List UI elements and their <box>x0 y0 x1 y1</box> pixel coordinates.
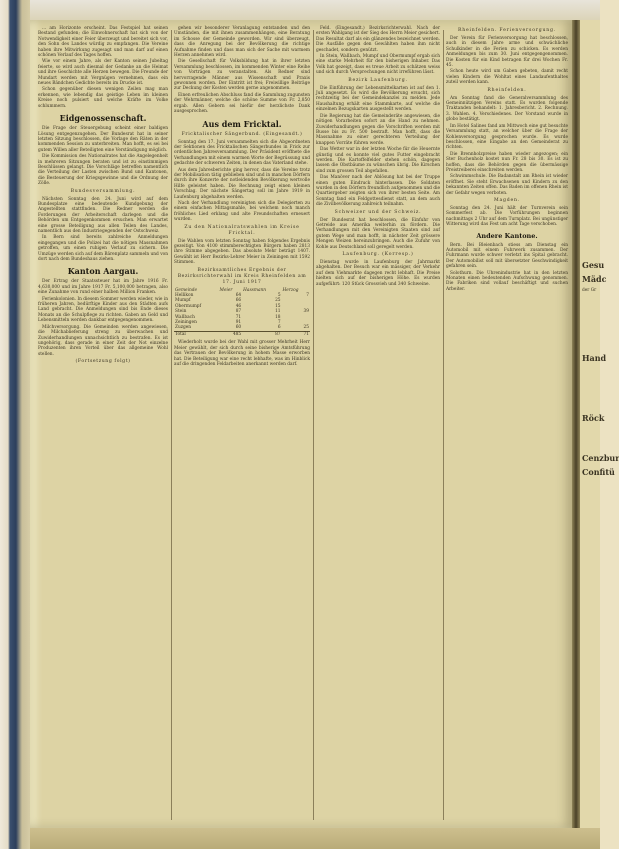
table-header-cell: Gemeinde <box>175 287 198 293</box>
paragraph: Wiederholt wurde bei der Wahl mit grosser Mehrheit Herr Meier gewählt, der sich durch seine bisherige Amtsführung das Vertrauen der Bevölkerung in hohem Masse erworben hat. Die Beteiligung war eine recht lebhafte, was im Hinblick auf die dringenden Feldarbeiten anerkannt werden darf. <box>174 340 310 367</box>
table-cell: 5 <box>277 293 281 299</box>
paragraph: Ferienkolonien. In diesem Sommer werden wieder, wie in früheren Jahren, bedürftige Kinder aus den Städten aufs Land gebracht. Die Anmeldungen sind bis Ende dieses Monats an die Schulpflege zu richten. Gaben an Geld und Lebensmitteln werden dankbar entgegengenommen. <box>38 296 168 324</box>
paragraph: Das Manöver nach der Ablösung hat bei der Truppe einen guten Eindruck hinterlassen. Die Soldaten wurden in den Dörfern freundlich aufgenommen und die Quartiergeber zeigten sich von ihrer besten Seite. Am Sonntag fand ein Feldgottesdienst statt, an dem auch die Zivilbevölkerung zahlreich teilnahm. <box>316 175 440 208</box>
paragraph: Die Frage der Steuergebung scheint einer baldigen Lösung entgegenzugehen. Der Bundesrat hat in seiner letzten Sitzung beschlossen, die Vorlage den Räten in der kommenden Session zu unterbreiten. Man hofft, es sei bei gutem Willen aller Beteiligten eine Verständigung möglich. <box>38 126 168 153</box>
paragraph: Die Wahlen vom letzten Sonntag haben folgendes Ergebnis gezeitigt. Von 4100 stimmberechtigten Bürgern haben 2813 ihre Stimme abgegeben. Das absolute Mehr beträgt 1407. Gewählt ist Herr Bezirks-Lehrer Meier in Zeiningen mit 1592 Stimmen. <box>174 238 310 266</box>
section-heading-eidgenossenschaft: Eidgenossenschaft. <box>59 113 147 124</box>
table-caption: Bezirksamtliches Ergebnis der Bezirksrichterwahl im Kreis Rheinfelden am 17. Juni 1917 <box>177 267 307 285</box>
table-cell: Stein <box>175 309 187 315</box>
subheading: Rheinfelden. Ferienversorgung. <box>457 28 557 33</box>
table-cell: 46 <box>235 303 242 309</box>
paragraph: Bern. Bei Bleienbach stiess am Dienstag ein Automobil mit einem Fuhrwerk zusammen. Der Fuhrmann wurde schwer verletzt ins Spital gebracht. Der Automobilist soll mit übersetzter Geschwindigkeit gefahren sein. <box>446 242 568 270</box>
ad-fragment: Mädc <box>582 274 607 284</box>
paragraph: Am Sonntag fand die Generalversammlung des Gemeinnützigen Vereins statt. Es wurden folgende Traktanden behandelt: 1. Jahresbericht. 2. Rechnung. 3. Wahlen. 4. Verschiedenes. Der Vorstand wurde in globo bestätigt. <box>446 95 568 123</box>
column-2 <box>174 26 310 822</box>
table-cell: 11 <box>275 309 281 315</box>
paragraph: Im Hotel Salines fand am Mittwoch eine gut besuchte Versammlung statt, an welcher über die Frage der Kohlenversorgung gesprochen wurde. Es wurde beschlossen, eine Eingabe an den Gemeinderat zu richten. <box>446 123 568 151</box>
paragraph: Nach der Verhandlung vereinigten sich die Delegierten zu einem einfachen Mittagsmahle, bei welchem noch manch fröhliches Lied erklang und alte Freundschaften erneuert wurden. <box>174 200 310 223</box>
ad-fragment: Gesu <box>582 260 605 270</box>
paragraph: Sonntag den 24. Juni hält der Turnverein sein Sommerfest ab. Die Vorführungen beginnen nachmittags 2 Uhr auf dem Turnplatz. Bei ungünstiger Witterung wird das Fest um acht Tage verschoben. <box>446 205 568 228</box>
paragraph: Sonntag den 17. Juni versammelten sich die Abgeordneten der Sektionen des Fricktalischen Sängerbundes in Frick zur ordentlichen Jahresversammlung. Der Präsident eröffnete die Verhandlungen mit einem warmen Worte der Begrüssung und gedachte der schweren Zeiten, in denen das Vaterland stehe. <box>174 139 310 167</box>
section-heading-andere-kantone: Andere Kantone. <box>476 231 538 240</box>
paragraph: Die Regierung hat die Gemeinderäte angewiesen, die nötigen Vorarbeiten sofort an die Hand zu nehmen. Zuwiderhandlungen gegen die Vorschriften werden mit Busse bis zu Fr. 500 bestraft. Man hofft, dass die Massnahme zu einer gerechteren Verteilung der knappen Vorräte führen werde. <box>316 113 440 146</box>
table-cell: 25 <box>303 325 309 331</box>
column-3 <box>316 26 440 822</box>
table-cell: 7 <box>306 293 309 299</box>
table-cell: 18 <box>275 314 281 320</box>
paragraph: Die Einführung der Lebensmittelkarten ist auf den 1. Juli angesetzt. Es wird die Bevölkerung ersucht, sich rechtzeitig bei der Gemeindekanzlei zu melden. Jede Haushaltung erhält eine Stammkarte, auf welche die einzelnen Bezugskarten ausgestellt werden. <box>316 85 440 113</box>
column-4 <box>446 26 568 822</box>
ad-fragment: der Gr <box>582 288 597 293</box>
paragraph: Der Ertrag der Staatssteuer hat im Jahre 1916 Fr. 4,630,000 und im Jahre 1917 Fr. 5,100,000 betragen, also eine Zunahme von rund einer halben Million Franken. <box>38 279 168 296</box>
paragraph: Die Brennholzpreise haben wieder angezogen; ein Ster Buchenholz kostet nun Fr. 28 bis 30. Es ist zu hoffen, dass die Behörden gegen die übermässige Preistreiberei einschreiten werden. <box>446 151 568 173</box>
table-cell: 39 <box>303 309 309 315</box>
paragraph: Der Verein für Ferienversorgung hat beschlossen, auch in diesem Jahre arme und schwächliche Schulkinder in die Ferien zu schicken. Es werden Anmeldungen bis zum 30. Juni entgegengenommen. Die Kosten für ein Kind betragen für drei Wochen Fr. 45. <box>446 36 568 69</box>
column-rule <box>171 30 172 820</box>
paragraph: Die Kommission des Nationalrates hat die Angelegenheit in mehreren Sitzungen beraten und ist zu einstimmigen Beschlüssen gelangt. Die Vorschläge betreffen namentlich die Verteilung der Lasten zwischen Bund und Kantonen, die Besteuerung der Kriegsgewinne und die Ordnung der Zölle. <box>38 154 168 187</box>
table-cell: 91 <box>235 320 242 326</box>
subheading: Bezirk Laufenburg. <box>348 77 408 83</box>
table-cell: 60 <box>235 325 242 331</box>
table-cell: 64 <box>235 293 242 299</box>
table-cell: 6 <box>277 325 281 331</box>
paragraph: Wie vor einem Jahre, als der Kanton seinen Jubeltag feierte, so wird auch diesmal der Gedanke an die Heimat und ihre Geschichte alle Herzen bewegen. Die Freunde der Mundart werden mit Vergnügen vernehmen, dass ein neues Bändchen Gedichte bereits im Drucke ist. <box>38 59 168 87</box>
paragraph: Einen erfreulichen Abschluss fand die Sammlung zugunsten der Wehrmänner, welche die schöne Summe von Fr. 2,850 ergab. Allen Gebern sei hiefür der herzlichste Dank ausgesprochen. <box>174 92 310 115</box>
table-total-row <box>174 331 310 337</box>
paragraph: gehen wir besonderer Veranlagung entstanden und den Umständen, die mit ihnen zusammenhängen, eine Beratung im Schosse der Gemeinde geworden. Wir sind überzeugt, dass die Anregung bei der Bevölkerung die richtige Aufnahme finden und dass man sich der Sache mit warmem Herzen annehmen wird. <box>174 26 310 59</box>
paragraph: Feld. (Eingesandt.) Bezirksrichterwahl. Nach der ersten Wahlgang ist der Sieg des Herrn Meier gesichert. Das Resultat darf als ein glänzendes bezeichnet werden. Die Ausfälle gegen den Gewählten haben ihm nicht geschadet, sondern genützt. <box>316 26 440 53</box>
table-header-cell: Meier <box>219 287 233 293</box>
ad-fragment: Röck <box>582 413 605 424</box>
column-rule <box>443 30 444 820</box>
table-header-cell: Hassmann <box>243 287 267 293</box>
paragraph: In Stein, Wallbach, Mumpf und Obermumpf ergab sich eine starke Mehrheit für den bisherigen Inhaber. Das Volk hat gezeigt, dass es treue Arbeit zu schätzen weiss und sich durch Versprechungen nicht irreführen lässt. <box>316 54 440 76</box>
ad-fragment: Confitü <box>582 467 615 478</box>
table-cell: 66 <box>235 298 242 304</box>
paragraph: Schwimmschule. Die Badanstalt am Rhein ist wieder eröffnet. Sie steht Erwachsenen und Kindern zu den bekannten Zeiten offen. Das Baden im offenen Rhein ist der Gefahr wegen verboten. <box>446 174 568 196</box>
subheading: Magden. <box>493 197 521 203</box>
subheading: Bundesversammlung. <box>70 188 136 194</box>
paragraph: Schon heute wird um Gaben gebeten, damit recht vielen Kindern die Wohltat eines Landaufenthaltes zuteil werden kann. <box>446 69 568 86</box>
subheading: Rheinfelden. <box>487 87 527 93</box>
table-cell: 87 <box>242 331 281 337</box>
ad-fragment: Cenzbur <box>582 453 619 464</box>
table-cell: 15 <box>275 303 281 309</box>
table-cell: 71 <box>235 314 242 320</box>
paragraph: ... am Horizonte erscheint. Das Festspiel hat seinen Bestand gefunden; die Einwohnerschaft hat sich von der Notwendigkeit einer Feier überzeugt und bereitet sich vor, den Sohn des Landes würdig zu empfangen. Die Vereine haben ihre Mitwirkung zugesagt und man darf auf einen schönen Verlauf des Tages hoffen. <box>38 26 168 59</box>
table-header-cell: Herzog <box>282 287 299 293</box>
table-cell: 71 <box>282 331 310 337</box>
subheading: Laufenburg. (Korresp.) <box>342 252 414 258</box>
section-heading-kanton-aargau: Kanton Aargau. <box>67 266 139 277</box>
table-cell: Zeiningen <box>175 320 197 326</box>
table-cell: Obermumpf <box>175 303 202 309</box>
continuation-note: (Fortsetzung folgt) <box>75 359 131 365</box>
ad-fragment: Hand <box>582 353 607 364</box>
subheading: Fricktalischer Sängerbund. (Eingesandt.) <box>181 131 303 137</box>
page-bottom-edge <box>30 828 600 849</box>
table-cell: 485 <box>219 331 243 337</box>
newspaper-page <box>30 20 572 828</box>
table-cell: Total <box>174 331 219 337</box>
table-cell: Wallbach <box>175 314 195 320</box>
paragraph: Das Wetter war in der letzten Woche für die Heuernte günstig und es konnte viel gutes Futter eingebracht werden. Die Kartoffelfelder stehen schön, dagegen lassen die Obstbäume zu wünschen übrig. Die Kirschen sind zum grossen Teil abgefallen. <box>316 147 440 174</box>
paragraph: Solothurn. Die Uhrenindustrie hat in den letzten Monaten einen bedeutenden Aufschwung genommen. Die Fabriken sind vollauf beschäftigt und suchen Arbeiter. <box>446 270 568 292</box>
table-cell: 25 <box>275 298 281 304</box>
subheading: Zu den Nationalratswahlen im Kreise Fricktal. <box>184 224 300 236</box>
facing-page-fragment <box>580 20 619 828</box>
paragraph: Die Gesellschaft für Volksbildung hat in ihrer letzten Versammlung beschlossen, im kommenden Winter eine Reihe von Vorträgen zu veranstalten. Als Redner sind hervorragende Männer aus Wissenschaft und Praxis gewonnen worden. Der Eintritt ist frei; Freiwillige Beiträge zur Deckung der Kosten werden gerne angenommen. <box>174 59 310 92</box>
paragraph: In Bern sind bereits zahlreiche Anmeldungen eingegangen und die Polizei hat die nötigen Massnahmen getroffen, um einen ruhigen Verlauf zu sichern. Die Umzüge werden sich auf dem Bärenplatz sammeln und von dort nach dem Bundeshaus ziehen. <box>38 235 168 263</box>
book-gutter <box>572 20 580 828</box>
book-spine-edge <box>0 0 30 849</box>
table-cell: Mumpf <box>175 298 191 304</box>
column-1 <box>38 26 168 822</box>
table-cell: Hellikon <box>175 293 194 299</box>
paragraph: Der Bundesrat hat beschlossen, die Einfuhr von Getreide aus Amerika weiterhin zu fördern. Die Verhandlungen mit den Vereinigten Staaten sind auf gutem Wege und man hofft, in nächster Zeit grössere Mengen Weizen hereinzubringen. Auch die Zufuhr von Kohle aus Deutschland soll geregelt werden. <box>316 217 440 250</box>
section-heading-fricktal: Aus dem Fricktal. <box>202 118 282 129</box>
table-cell: Zuzgen <box>175 325 192 331</box>
paragraph: Schon gegenüber diesen wenigen Zeilen mag man erkennen, wie lebendig das geistige Leben im kleinen Kreise noch pulsiert und welche Kräfte im Volke schlummern. <box>38 87 168 109</box>
paragraph: Milchversorgung. Die Gemeinden werden angewiesen, die Milchablieferung streng zu überwachen und Zuwiderhandlungen unnachsichtlich zu bestrafen. Es ist ungehörig, dass gerade in einer Zeit der Not einzelne Produzenten ihren Vorteil über das allgemeine Wohl stellen. <box>38 324 168 357</box>
table-cell: 87 <box>235 309 242 315</box>
subheading: Schweizer und der Schweiz. <box>334 209 422 215</box>
paragraph: Aus dem Jahresberichte ging hervor, dass die Vereine trotz der Mobilisation tätig geblieben sind und in manchen Dörfern durch ihre Konzerte der notleidenden Bevölkerung wertvolle Hilfe geleistet haben. Die Rechnung zeigt einen kleinen Vorschlag. Der nächste Sängertag soll im Jahre 1919 in Laufenburg abgehalten werden. <box>174 167 310 200</box>
column-rule <box>313 30 314 820</box>
paragraph: Dienstag wurde in Laufenburg der Jahrmarkt abgehalten. Der Besuch war ein mässiger, der Verkehr auf dem Viehmarkte dagegen recht lebhaft. Die Preise hielten sich auf der bisherigen Höhe. Es wurden aufgeführt: 120 Stück Grossvieh und 340 Schweine. <box>316 260 440 287</box>
election-results-table <box>174 288 310 338</box>
paragraph: Nächsten Sonntag den 24. Juni wird auf dem Bundesplatze eine bedeutende Kundgebung der Angestellten stattfinden. Die Redner werden die Forderungen der Arbeiterschaft darlegen und die Behörden um Entgegenkommen ersuchen. Man erwartet eine grosse Beteiligung aus allen Teilen des Landes, namentlich aus den Industriegegenden der Ostschweiz. <box>38 196 168 234</box>
table-cell: 7 <box>277 320 281 326</box>
